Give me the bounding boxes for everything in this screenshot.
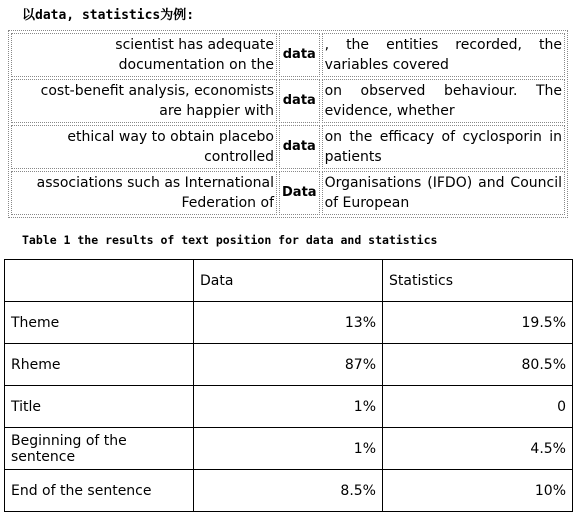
statistics-value: 80.5%: [383, 344, 573, 386]
row-label: Theme: [5, 302, 194, 344]
left-context: ethical way to obtain placebo controlled: [11, 125, 277, 169]
right-context: Organisations (IFDO) and Council of European: [322, 171, 565, 215]
concordance-line: [11, 79, 565, 123]
concordance-table: [8, 30, 568, 218]
data-value: 1%: [194, 386, 383, 428]
data-value: 13%: [194, 302, 383, 344]
concordance-line: [11, 33, 565, 77]
node-word: Data: [279, 171, 320, 215]
data-value: 1%: [194, 428, 383, 470]
right-context: on observed behaviour. The evidence, whether: [322, 79, 565, 123]
right-context: on the efficacy of cyclosporin in patients: [322, 125, 565, 169]
table-row: [5, 386, 573, 428]
row-label: Rheme: [5, 344, 194, 386]
data-value: 8.5%: [194, 470, 383, 512]
table-row: [5, 344, 573, 386]
row-label: Beginning of the sentence: [5, 428, 194, 470]
node-word: data: [279, 125, 320, 169]
table-header-row: [5, 260, 573, 302]
node-word: data: [279, 79, 320, 123]
statistics-value: 10%: [383, 470, 573, 512]
row-label: Title: [5, 386, 194, 428]
header-cell: [5, 260, 194, 302]
left-context: scientist has adequate documentation on the: [11, 33, 277, 77]
table-row: [5, 470, 573, 512]
section-heading: 以data, statistics为例:: [22, 8, 195, 23]
left-context: associations such as International Federation of: [11, 171, 277, 215]
table-row: [5, 428, 573, 470]
table-row: [5, 302, 573, 344]
concordance-line: [11, 171, 565, 215]
statistics-value: 4.5%: [383, 428, 573, 470]
data-value: 87%: [194, 344, 383, 386]
row-label: End of the sentence: [5, 470, 194, 512]
node-word: data: [279, 33, 320, 77]
statistics-value: 0: [383, 386, 573, 428]
header-cell: Data: [194, 260, 383, 302]
header-cell: Statistics: [383, 260, 573, 302]
table-caption: Table 1 the results of text position for data and statistics: [22, 233, 438, 247]
statistics-value: 19.5%: [383, 302, 573, 344]
concordance-line: [11, 125, 565, 169]
results-table: [4, 259, 573, 512]
left-context: cost-benefit analysis, economists are happier with: [11, 79, 277, 123]
right-context: , the entities recorded, the variables covered: [322, 33, 565, 77]
